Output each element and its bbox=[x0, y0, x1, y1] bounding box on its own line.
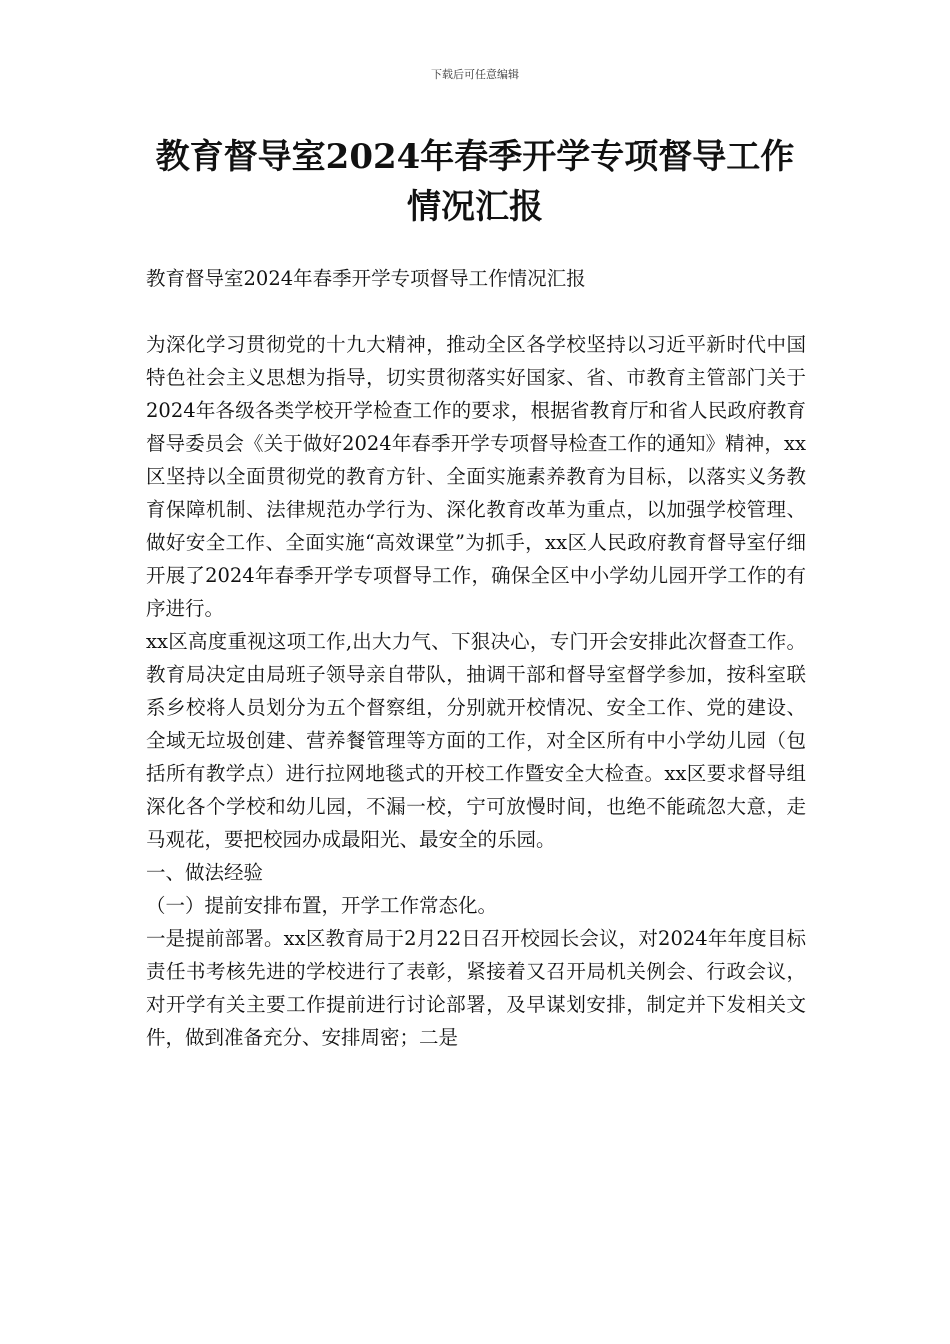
paragraph-deployment: 一是提前部署。xx区教育局于2月22日召开校园长会议，对2024年年度目标责任书考核先进的学校进行了表彰，紧接着又召开局机关例会、行政会议，对开学有关主要工作提前进行讨论部署，及早谋划安排，制定并下发相关文件，做到准备充分、安排周密；二是 bbox=[146, 927, 806, 1049]
subsection-heading-arrangement: （一）提前安排布置，开学工作常态化。 bbox=[146, 894, 498, 917]
section-heading-methods: 一、做法经验 bbox=[146, 861, 264, 884]
paragraph-importance: xx区高度重视这项工作,出大力气、下狠决心，专门开会安排此次督查工作。教育局决定由局班子领导亲自带队，抽调干部和督导室督学参加，按科室联系乡校将人员划分为五个督察组，分别就开校情况、安全工作、党的建设、全域无垃圾创建、营养餐管理等方面的工作，对全区所有中小学幼儿园（包括所有教学点）进行拉网地毯式的开校工作暨安全大检查。xx区要求督导组深化各个学校和幼儿园，不漏一校，宁可放慢时间，也绝不能疏忽大意，走马观花，要把校园办成最阳光、最安全的乐园。 bbox=[146, 630, 806, 851]
document-title: 教育督导室2024年春季开学专项督导工作情况汇报 bbox=[155, 137, 795, 227]
document-subtitle: 教育督导室2024年春季开学专项督导工作情况汇报 bbox=[146, 267, 586, 290]
document-body bbox=[146, 262, 806, 1054]
paragraph-intro: 为深化学习贯彻党的十九大精神，推动全区各学校坚持以习近平新时代中国特色社会主义思想为指导，切实贯彻落实好国家、省、市教育主管部门关于2024年各级各类学校开学检查工作的要求，根据省教育厅和省人民政府教育督导委员会《关于做好2024年春季开学专项督导检查工作的通知》精神，xx区坚持以全面贯彻党的教育方针、全面实施素养教育为目标，以落实义务教育保障机制、法律规范办学行为、深化教育改革为重点，以加强学校管理、做好安全工作、全面实施“高效课堂”为抓手，xx区人民政府教育督导室仔细开展了2024年春季开学专项督导工作，确保全区中小学幼儿园开学工作的有序进行。 bbox=[146, 333, 806, 620]
page-header-note: 下载后可任意编辑 bbox=[431, 68, 519, 81]
